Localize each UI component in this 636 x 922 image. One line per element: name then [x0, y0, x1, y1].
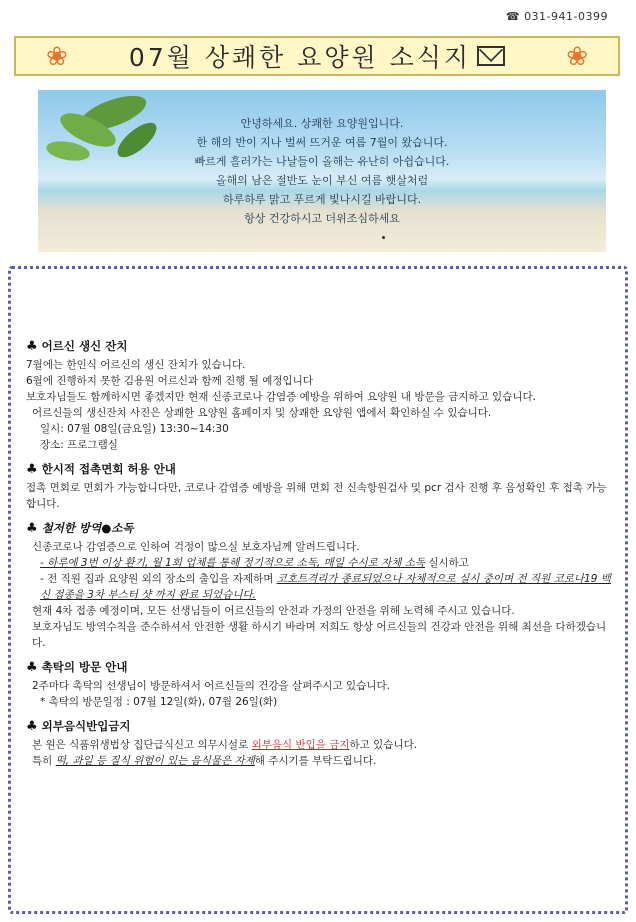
section-heading-food: ♣ 외부음식반입금지 [26, 719, 131, 734]
greeting-line: 항상 건강하시고 더위조심하세요 [244, 212, 400, 225]
birthday-date: 일시: 07월 08일(금요일) 13:30~14:30 [40, 423, 229, 435]
doctor-schedule: * 촉탁의 방문일정 : 07월 12일(화), 07월 26일(화) [40, 696, 278, 708]
food-text: 본 원은 식품위생법상 집단급식신고 의무시설로 외부음식 반입을 금지하고 있습니다. [32, 739, 418, 751]
club-icon: ♣ [26, 339, 38, 354]
birthday-text: 7월에는 한인식 어르신의 생신 잔치가 있습니다. [26, 359, 246, 371]
section-heading-prevention: ♣ 철저한 방역●소독 [26, 521, 134, 536]
birthday-text: 6월에 진행하지 못한 김용원 어르신과 함께 진행 될 예정입니다 [26, 375, 313, 387]
greeting-line: 빠르게 흘러가는 나날들이 올해는 유난히 아쉽습니다. [194, 155, 450, 168]
food-text: 특히 떡, 과일 등 질식 위험이 있는 음식물은 자제해 주시기를 부탁드립니다. [32, 755, 377, 767]
dot-decoration [382, 236, 385, 239]
visit-text: 접촉 면회로 면회가 가능합니다만, 코로나 감염증 예방을 위해 면회 전 신속항원검사 및 pcr 검사 진행 후 음성확인 후 접촉 가능합니다. [26, 482, 607, 510]
greeting-line: 올해의 남은 절반도 눈이 부신 여름 햇살처럼 [215, 174, 429, 187]
prevention-text: 현재 4차 접종 예정이며, 모든 선생님들이 어르신들의 안전과 가정의 안전을 위해 노력해 주시고 있습니다. [32, 605, 515, 617]
flower-icon: ❀ [566, 42, 588, 72]
greeting-line: 한 해의 반이 지나 벌써 뜨거운 여름 7월이 왔습니다. [196, 136, 448, 149]
club-icon: ♣ [26, 660, 38, 675]
phone-number [506, 10, 608, 23]
phone-text: 031-941-0399 [524, 10, 608, 23]
birthday-place: 장소: 프로그램실 [40, 439, 118, 451]
doctor-text: 2주마다 촉탁의 선생님이 방문하셔서 어르신들의 건강을 살펴주시고 있습니다. [32, 680, 390, 692]
page-title: 07월 상쾌한 요양원 소식지 [128, 43, 472, 72]
birthday-text: 어르신들의 생신잔치 사진은 상쾌한 요양원 홈페이지 및 상쾌한 요양원 앱에서 확인하실 수 있습니다. [32, 407, 492, 419]
beach-banner [38, 90, 606, 252]
newsletter-title-bar [14, 36, 620, 76]
section-heading-doctor: ♣ 촉탁의 방문 안내 [26, 660, 128, 675]
prevention-text: 보호자님도 방역수칙을 준수하셔서 안전한 생활 하시기 바라며 저희도 항상 어르신들의 건강과 안전을 위해 최선을 다하겠습니다. [32, 621, 607, 649]
prevention-text: 신종코로나 감염증으로 인하여 걱정이 많으실 보호자님께 알려드립니다. [32, 541, 360, 553]
prevention-bullet: - 하루에 3번 이상 환기, 월 1회 업체를 통해 정기적으로 소독, 매일 수시로 자체 소독 실시하고 [40, 557, 469, 569]
phone-icon: ☎ [505, 10, 521, 23]
section-heading-visit: ♣ 한시적 접촉면회 허용 안내 [26, 462, 176, 477]
club-icon: ♣ [26, 462, 38, 477]
prevention-bullet: - 전 직원 집과 요양원 외의 장소의 출입을 자제하며 코호트격리가 종료되었으나 자체적으로 실시 중이며 전 직원 코로나19 백신 접종을 3차 부스터 샷 까지 완료 되었습니다. [40, 573, 611, 601]
newsletter-body [26, 330, 616, 769]
section-heading-birthday: ♣ 어르신 생신 잔치 [26, 339, 128, 354]
greeting-line: 안녕하세요. 상쾌한 요양원입니다. [240, 117, 404, 130]
birthday-text: 보호자님들도 함께하시면 좋겠지만 현재 신종코로나 감염증 예방을 위하여 요양원 내 방문을 금지하고 있습니다. [26, 391, 536, 403]
flower-icon: ❀ [46, 42, 68, 72]
envelope-icon [477, 46, 505, 66]
greeting-message [38, 114, 606, 228]
greeting-line: 하루하루 맑고 푸르게 빛나시길 바랍니다. [222, 193, 422, 206]
club-icon: ♣ [26, 521, 38, 536]
club-icon: ♣ [26, 719, 38, 734]
